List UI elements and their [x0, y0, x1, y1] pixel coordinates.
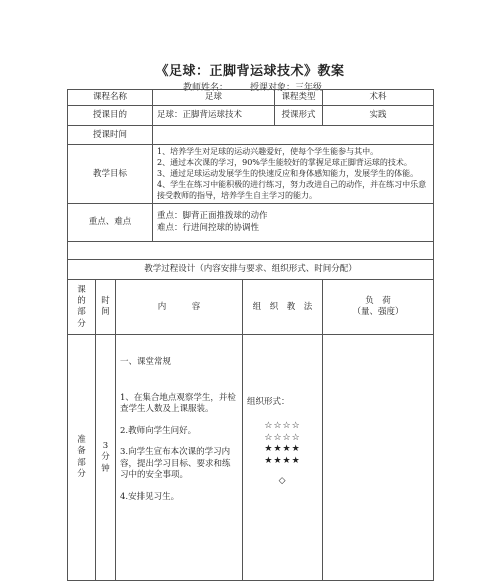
organization-label: 组织形式：	[247, 397, 290, 408]
key-point: 重点：脚背正面推拨球的动作	[157, 211, 268, 222]
key-points-label: 重点、难点	[68, 204, 153, 242]
preparation-section-label: 准 备 部 分	[68, 335, 96, 581]
process-header: 教学过程设计（内容安排与要求、组织形式、时间分配）	[68, 260, 434, 280]
course-type-label: 课程类型	[275, 90, 323, 106]
load-cell	[323, 335, 434, 581]
formation-row: ★★★★	[264, 455, 301, 466]
formation-row: ☆☆☆☆	[264, 420, 301, 431]
course-name-value: 足球	[153, 90, 275, 106]
purpose-value: 足球：正脚背运球技术	[153, 106, 275, 126]
objectives-label: 教学目标	[68, 145, 153, 204]
preparation-content	[116, 335, 243, 581]
document-title: 《足球：正脚背运球技术》教案	[155, 64, 345, 79]
formation-row: ☆☆☆☆	[264, 432, 301, 443]
course-name-label: 课程名称	[68, 90, 153, 106]
objectives-row	[68, 145, 434, 204]
course-name-row	[68, 90, 434, 106]
process-columns-row	[68, 280, 434, 335]
purpose-label: 授课目的	[68, 106, 153, 126]
objective-item: 3、通过足球运动发展学生的快速反应和身体感知能力，发展学生的体能。	[157, 169, 419, 179]
content-step: 1、在集合地点观察学生，并检查学生人数及上课服装。	[120, 392, 236, 415]
content-column-header: 内 容	[116, 280, 243, 335]
form-value: 实践	[323, 106, 434, 126]
content-step: 4.安排见习生。	[120, 491, 180, 502]
objectives-cell	[153, 145, 434, 204]
time-value	[153, 126, 434, 145]
objective-item: 2、通过本次课的学习，90%学生能较好的掌握足球正脚背运球的技术。	[157, 158, 412, 168]
form-label: 授课形式	[275, 106, 323, 126]
process-header-row	[68, 260, 434, 280]
spacer-cell	[68, 242, 434, 260]
purpose-row	[68, 106, 434, 126]
content-step: 2.教师向学生问好。	[120, 425, 197, 436]
spacer-row	[68, 242, 434, 260]
load-column-header: 负 荷 （量、强度）	[323, 280, 434, 335]
key-points-row	[68, 204, 434, 242]
time-label: 授课时间	[68, 126, 153, 145]
key-points-cell	[153, 204, 434, 242]
content-heading: 一、课堂常规	[120, 357, 172, 368]
preparation-time: 3 分 钟	[96, 335, 116, 581]
content-step: 3.向学生宣布本次课的学习内容，提出学习目标、要求和练习中的安全事项。	[120, 447, 231, 481]
grade-label: 授课对象：三年级	[250, 83, 323, 93]
organization-cell	[243, 335, 323, 581]
student-formation	[247, 421, 318, 487]
time-row	[68, 126, 434, 145]
course-type-value: 术科	[323, 90, 434, 106]
formation-row: ★★★★	[264, 444, 301, 455]
difficulty-point: 难点：行进间控球的协调性	[157, 222, 260, 233]
organization-column-header: 组 织 教 法	[243, 280, 323, 335]
time-column-header: 时 间	[96, 280, 116, 335]
section-column-header: 课 的 部 分	[68, 280, 96, 335]
teacher-position-icon: ◇	[278, 475, 287, 486]
lesson-plan-table	[67, 89, 434, 581]
objective-item: 4、学生在练习中能积极的进行练习，努力改进自己的动作，并在练习中乐意接受教师的指导，培养学生自主学习的能力。	[157, 179, 427, 200]
objective-item: 1、培养学生对足球的运动兴趣爱好，使每个学生能参与其中。	[157, 147, 379, 157]
teacher-name-label: 教师姓名：	[183, 83, 229, 93]
preparation-section-row	[68, 335, 434, 581]
